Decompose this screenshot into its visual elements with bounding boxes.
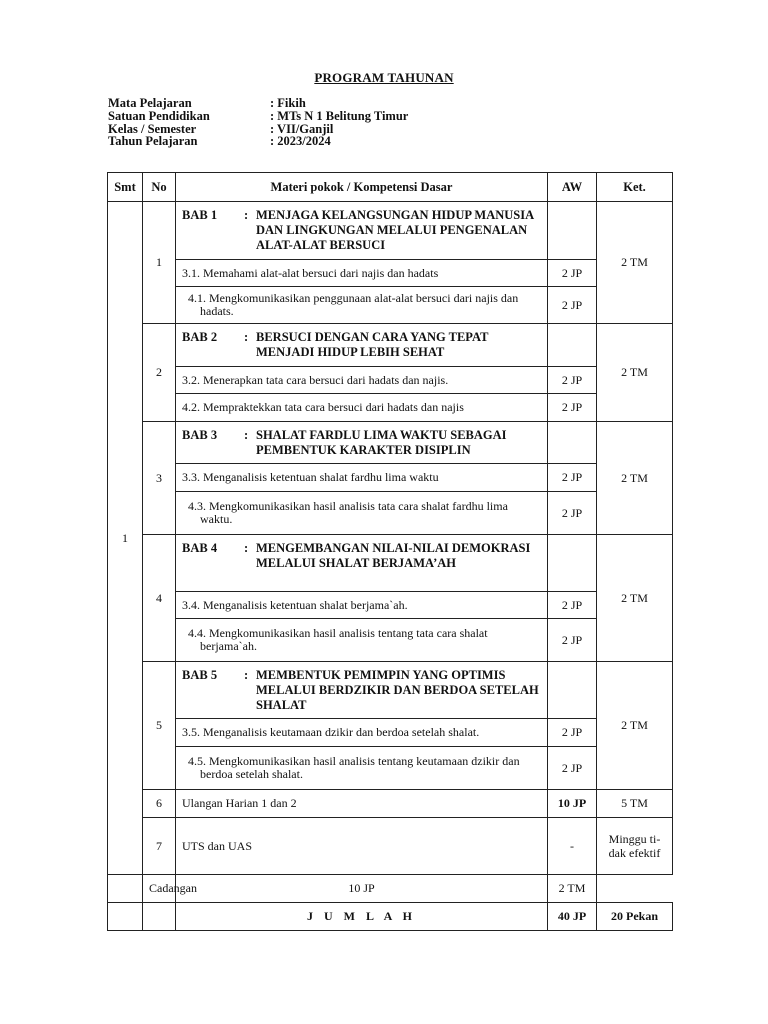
total-row bbox=[108, 903, 673, 931]
aw-cell: 2 JP bbox=[548, 747, 597, 790]
kd-cell: 3.4. Menganalisis ketentuan shalat berjama`ah. bbox=[176, 592, 548, 619]
no-cell bbox=[108, 875, 143, 903]
table-row bbox=[108, 464, 673, 492]
bab-cell: BAB 1 : MENJAGA KELANGSUNGAN HIDUP MANUSIA DAN LINGKUNGAN MELALUI PENGENALAN ALAT-ALAT BERSUCI bbox=[176, 202, 548, 260]
kd-cell: 3.2. Menerapkan tata cara bersuci dari hadats dan najis. bbox=[176, 367, 548, 394]
bab-title: BERSUCI DENGAN CARA YANG TEPAT MENJADI HIDUP LEBIH SEHAT bbox=[256, 330, 489, 359]
table-row bbox=[108, 394, 673, 422]
aw-cell bbox=[548, 535, 597, 592]
ket-cell: 2 TM bbox=[548, 875, 597, 903]
info-row-school bbox=[108, 110, 408, 123]
kd-cell: 3.3. Menganalisis ketentuan shalat fardhu lima waktu bbox=[176, 464, 548, 492]
bab-title: MENJAGA KELANGSUNGAN HIDUP MANUSIA DAN LINGKUNGAN MELALUI PENGENALAN ALAT-ALAT BERSUCI bbox=[256, 208, 534, 252]
table-row bbox=[108, 260, 673, 287]
kd-text: 4.3. Mengkomunikasikan hasil analisis tata cara shalat fardhu lima waktu. bbox=[188, 499, 508, 526]
materi-cell: Ulangan Harian 1 dan 2 bbox=[176, 790, 548, 818]
aw-cell: 2 JP bbox=[548, 719, 597, 747]
kd-cell bbox=[176, 492, 548, 535]
aw-cell: 10 JP bbox=[548, 790, 597, 818]
no-cell bbox=[143, 903, 176, 931]
table-row bbox=[108, 790, 673, 818]
no-cell: 4 bbox=[143, 535, 176, 662]
aw-cell: 2 JP bbox=[548, 464, 597, 492]
bab-title: MENGEMBANGAN NILAI-NILAI DEMOKRASI MELALUI SHALAT BERJAMA’AH bbox=[256, 541, 531, 570]
aw-cell: 2 JP bbox=[548, 367, 597, 394]
bab-cell: BAB 2 : BERSUCI DENGAN CARA YANG TEPAT MENJADI HIDUP LEBIH SEHAT bbox=[176, 324, 548, 367]
ket-cell: Minggu ti-dak efektif bbox=[597, 818, 673, 875]
info-value: : MTs N 1 Belitung Timur bbox=[270, 108, 409, 123]
bab-code: BAB 4 bbox=[182, 541, 218, 555]
no-cell: 7 bbox=[143, 818, 176, 875]
info-label: Kelas / Semester bbox=[108, 121, 197, 136]
table-row bbox=[108, 535, 673, 592]
info-row-subject bbox=[108, 97, 408, 110]
kd-text: 4.4. Mengkomunikasikan hasil analisis tentang tata cara shalat berjama`ah. bbox=[188, 626, 488, 653]
table-row bbox=[108, 367, 673, 394]
total-ket: 20 Pekan bbox=[597, 903, 673, 931]
info-row-year bbox=[108, 135, 408, 148]
aw-cell: 2 JP bbox=[548, 492, 597, 535]
ket-cell: 2 TM bbox=[597, 324, 673, 422]
materi-cell: UTS dan UAS bbox=[176, 818, 548, 875]
header-ket: Ket. bbox=[597, 173, 673, 202]
aw-cell: 10 JP bbox=[176, 875, 548, 903]
info-label: Satuan Pendidikan bbox=[108, 108, 210, 123]
bab-code: BAB 5 bbox=[182, 668, 218, 682]
bab-title: SHALAT FARDLU LIMA WAKTU SEBAGAI PEMBENTUK KARAKTER DISIPLIN bbox=[256, 428, 507, 457]
materi-cell: Cadangan bbox=[143, 875, 176, 903]
total-label: J U M L A H bbox=[176, 903, 548, 931]
aw-cell: 2 JP bbox=[548, 394, 597, 422]
ket-cell: 5 TM bbox=[597, 790, 673, 818]
table-row bbox=[108, 619, 673, 662]
aw-cell: 2 JP bbox=[548, 619, 597, 662]
info-label: Mata Pelajaran bbox=[108, 96, 192, 110]
no-cell: 2 bbox=[143, 324, 176, 422]
kd-cell: 3.1. Memahami alat-alat bersuci dari najis dan hadats bbox=[176, 260, 548, 287]
bab-code: BAB 3 bbox=[182, 428, 218, 442]
bab-code: BAB 2 bbox=[182, 330, 218, 344]
bab-title: MEMBENTUK PEMIMPIN YANG OPTIMIS MELALUI BERDZIKIR DAN BERDOA SETELAH SHALAT bbox=[256, 668, 539, 712]
document-title bbox=[0, 70, 768, 86]
aw-cell: 2 JP bbox=[548, 592, 597, 619]
smt-cell bbox=[108, 903, 143, 931]
header-aw: AW bbox=[548, 173, 597, 202]
table-row bbox=[108, 818, 673, 875]
info-value: : VII/Ganjil bbox=[270, 121, 334, 136]
aw-cell: 2 JP bbox=[548, 287, 597, 324]
header-no: No bbox=[143, 173, 176, 202]
kd-cell: 4.2. Mempraktekkan tata cara bersuci dari hadats dan najis bbox=[176, 394, 548, 422]
info-label: Tahun Pelajaran bbox=[108, 134, 198, 149]
kd-text: 4.5. Mengkomunikasikan hasil analisis tentang keutamaan dzikir dan berdoa setelah shalat. bbox=[188, 754, 520, 781]
title-text: PROGRAM TAHUNAN bbox=[314, 70, 454, 85]
table-row bbox=[108, 422, 673, 464]
total-aw: 40 JP bbox=[548, 903, 597, 931]
bab-cell: BAB 4 : MENGEMBANGAN NILAI-NILAI DEMOKRASI MELALUI SHALAT BERJAMA’AH bbox=[176, 535, 548, 592]
table-row bbox=[108, 719, 673, 747]
kd-cell bbox=[176, 747, 548, 790]
no-cell: 5 bbox=[143, 662, 176, 790]
no-cell: 1 bbox=[143, 202, 176, 324]
bab-cell: BAB 3 : SHALAT FARDLU LIMA WAKTU SEBAGAI PEMBENTUK KARAKTER DISIPLIN bbox=[176, 422, 548, 464]
header-smt: Smt bbox=[108, 173, 143, 202]
table-row bbox=[108, 662, 673, 719]
info-block bbox=[108, 97, 408, 148]
bab-cell: BAB 5 : MEMBENTUK PEMIMPIN YANG OPTIMIS MELALUI BERDZIKIR DAN BERDOA SETELAH SHALAT bbox=[176, 662, 548, 719]
ket-cell: 2 TM bbox=[597, 662, 673, 790]
bab-code: BAB 1 bbox=[182, 208, 218, 222]
smt-cell: 1 bbox=[108, 202, 143, 875]
table-row bbox=[108, 592, 673, 619]
info-value: : Fikih bbox=[270, 96, 306, 110]
table-row bbox=[108, 747, 673, 790]
table-row bbox=[108, 202, 673, 260]
ket-cell: 2 TM bbox=[597, 422, 673, 535]
kd-cell bbox=[176, 619, 548, 662]
aw-cell: - bbox=[548, 818, 597, 875]
table-row bbox=[108, 287, 673, 324]
aw-cell: 2 JP bbox=[548, 260, 597, 287]
no-cell: 6 bbox=[143, 790, 176, 818]
ket-cell: 2 TM bbox=[597, 535, 673, 662]
info-value: : 2023/2024 bbox=[270, 134, 331, 149]
aw-cell bbox=[548, 422, 597, 464]
table-row bbox=[108, 875, 673, 903]
program-table bbox=[107, 172, 673, 931]
table-row bbox=[108, 492, 673, 535]
kd-cell: 3.5. Menganalisis keutamaan dzikir dan berdoa setelah shalat. bbox=[176, 719, 548, 747]
aw-cell bbox=[548, 202, 597, 260]
header-materi: Materi pokok / Kompetensi Dasar bbox=[176, 173, 548, 202]
table-row bbox=[108, 324, 673, 367]
no-cell: 3 bbox=[143, 422, 176, 535]
table-header-row bbox=[108, 173, 673, 202]
aw-cell bbox=[548, 662, 597, 719]
kd-cell bbox=[176, 287, 548, 324]
aw-cell bbox=[548, 324, 597, 367]
kd-text: 4.1. Mengkomunikasikan penggunaan alat-alat bersuci dari najis dan hadats. bbox=[188, 291, 519, 318]
ket-cell: 2 TM bbox=[597, 202, 673, 324]
